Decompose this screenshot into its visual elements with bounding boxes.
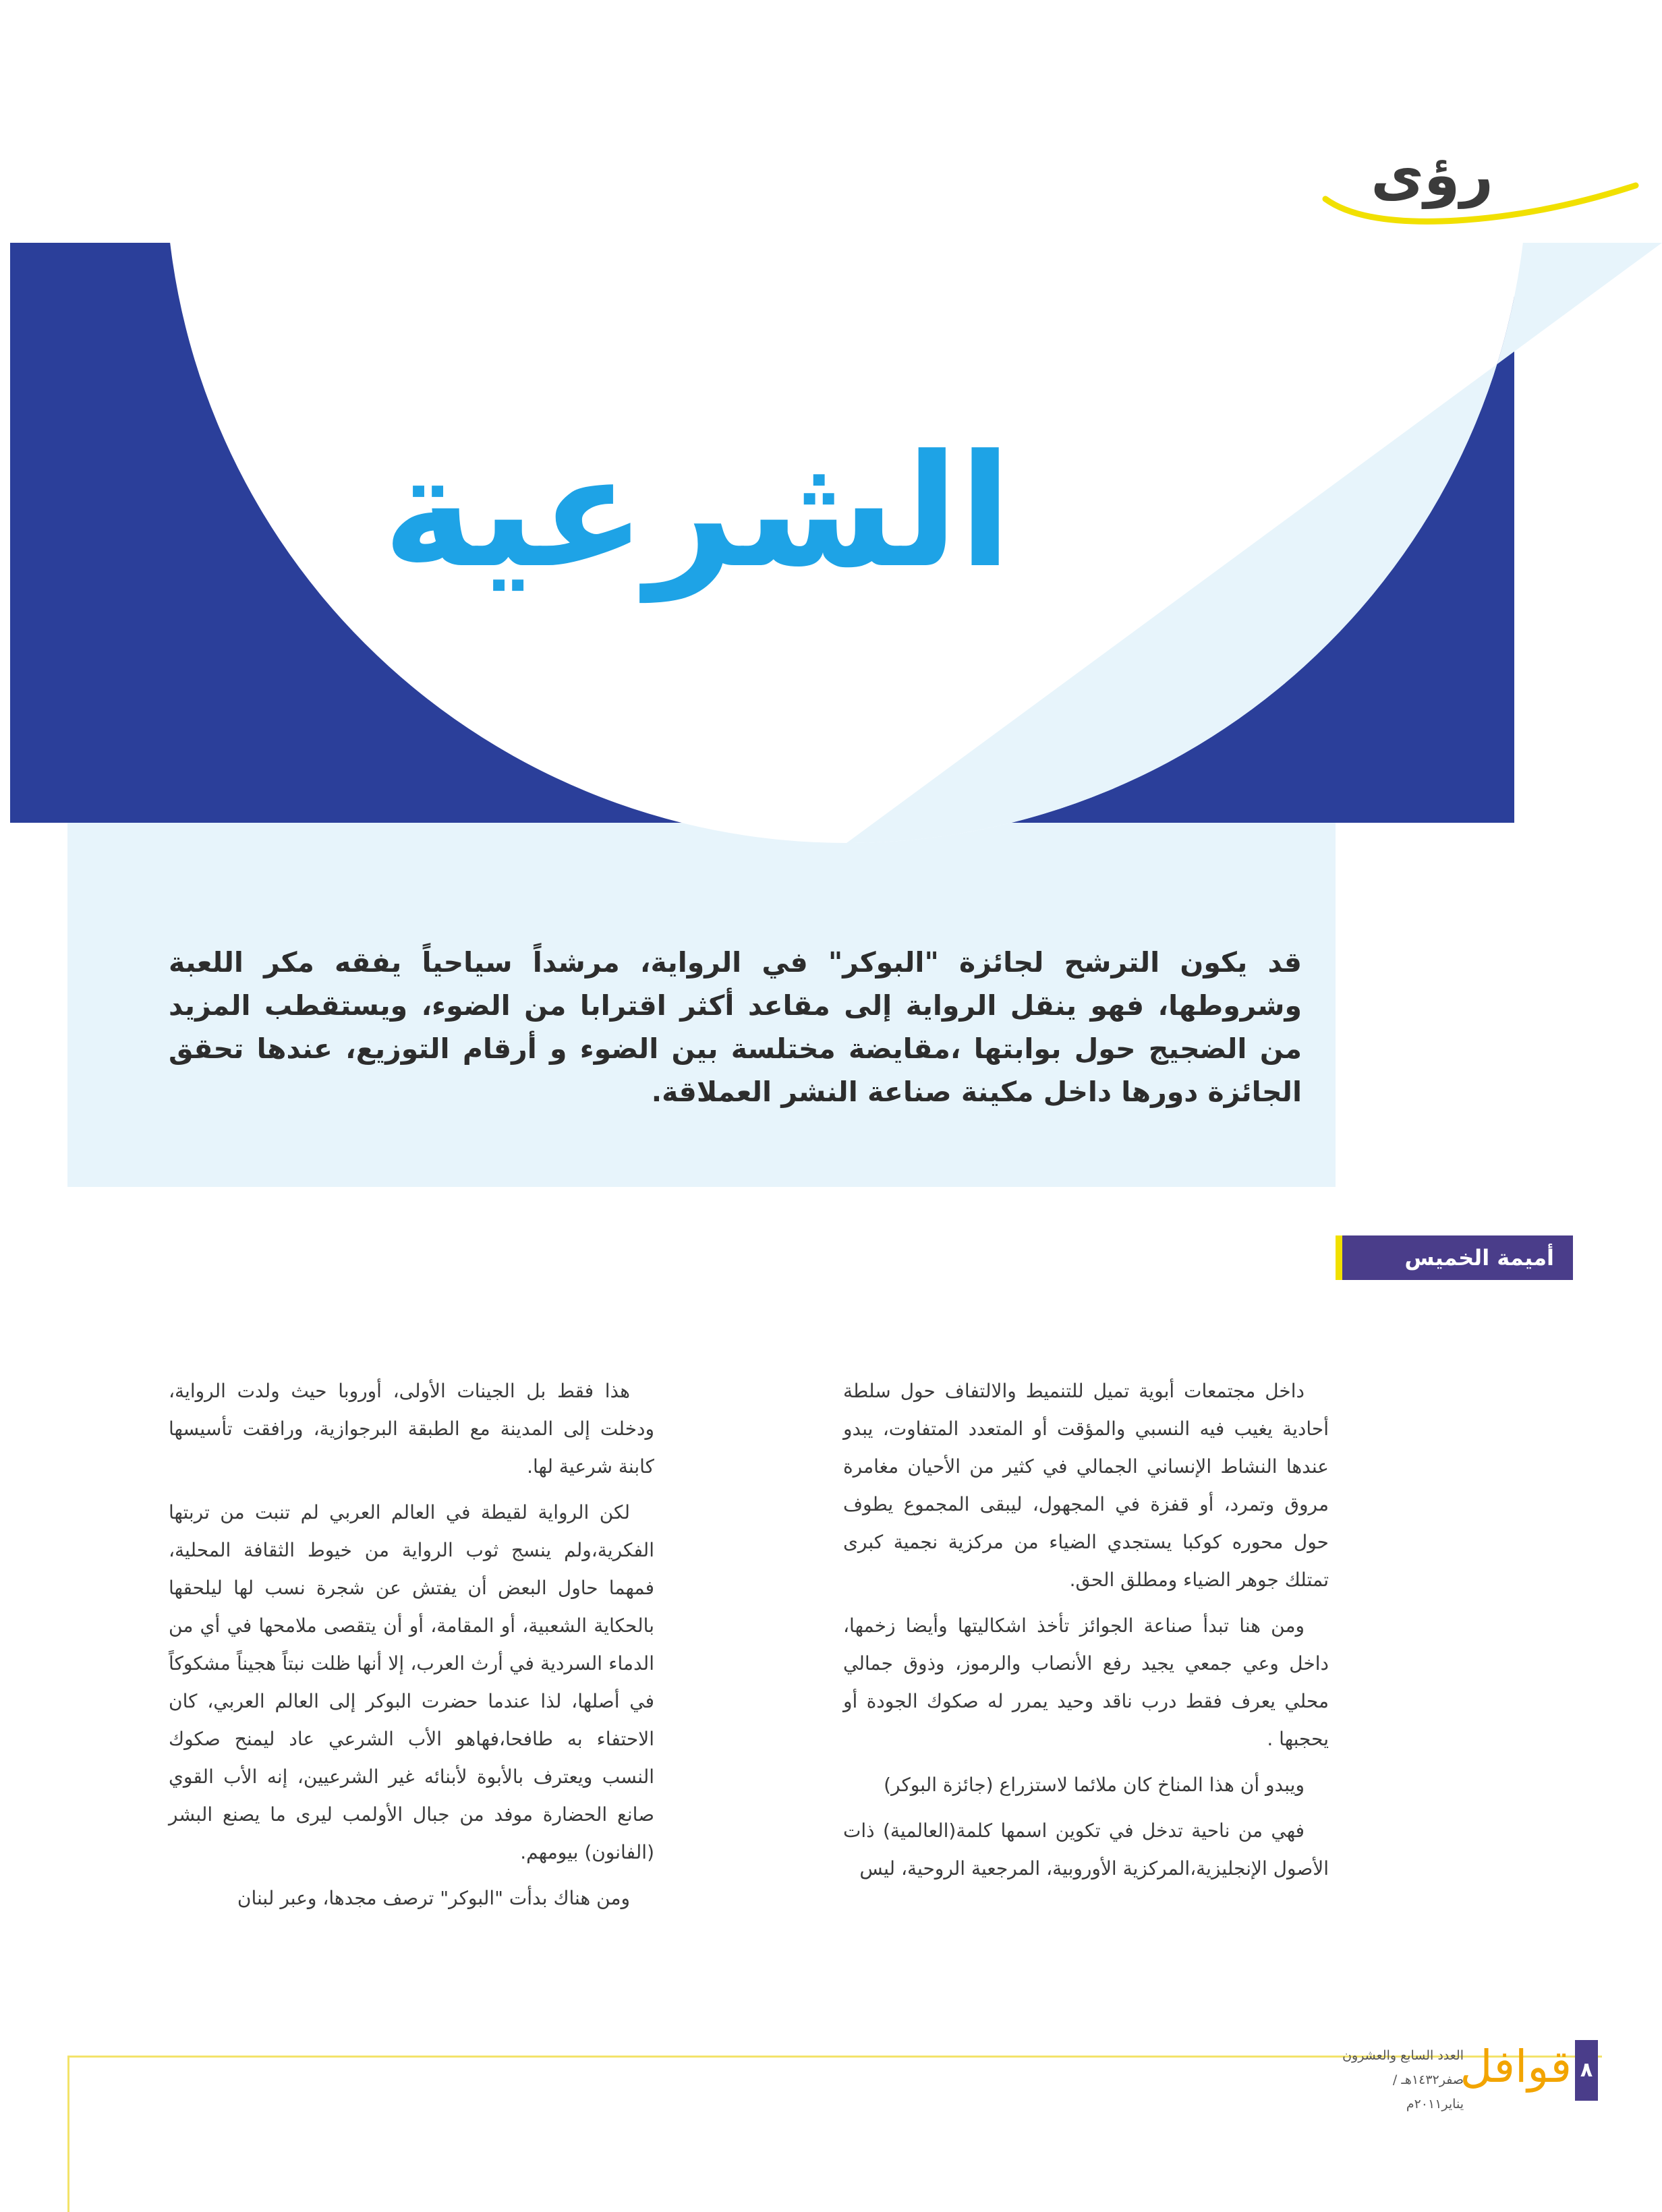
page-number: ٨ — [1575, 2040, 1598, 2101]
lead-paragraph: قد يكون الترشح لجائزة "البوكر" في الرواية، مرشداً سياحياً يفقه مكر اللعبة وشروطها، فهو ينقل الرواية إلى مقاعد أكثر اقترابا من الضوء، ويستقطب المزيد من الضجيج حول بوابتها ،مقايضة مختلسة بين الضوء و أرقام التوزيع، عندها تحقق الجائزة دورها داخل مكينة صناعة النشر العملاقة. — [169, 946, 1302, 1108]
issue-number: العدد السابع والعشرون — [1342, 2048, 1464, 2063]
paragraph: داخل مجتمعات أبوية تميل للتنميط والالتفاف حول سلطة أحادية يغيب فيه النسبي والمؤقت أو المتعدد المتفاوت، يبدو عندها النشاط الإنساني الجمالي في كثير من الأحيان مغامرة مروق وتمرد، أو قفزة في المجهول، ليبقى المجموع يطوف حول محوره كوكبا يستجدي الضياء من مركزية نجمية كبرى تمتلك جوهر الضياء ومطلق الحق. — [843, 1380, 1329, 1591]
paragraph: فهي من ناحية تدخل في تكوين اسمها كلمة(العالمية) ذات الأصول الإنجليزية،المركزية الأوروبية، المرجعية الروحية، ليس — [843, 1820, 1329, 1880]
section-underline-swoosh — [1322, 158, 1639, 233]
paragraph: لكن الرواية لقيطة في العالم العربي لم تنبت من تربتها الفكرية،ولم ينسج ثوب الرواية من خيوط الثقافة المحلية، فمهما حاول البعض أن يفتش عن شجرة نسب لها ليلحقها بالحكاية الشعبية، أو المقامة، أو أن يتقصى ملامحها في أي من الدماء السردية في أرث العرب، إلا أنها ظلت نبتاً هجيناً مشكوكاً في أصلها، لذا عندما حضرت البوكر إلى العالم العربي، كان الاحتفاء به طافحا،فهاهو الأب الشرعي عاد ليمنح صكوك النسب ويعترف بالأبوة لأبنائه غير الشرعيين، إنه الأب القوي صانع الحضارة موفد من جبال الأولمب ليرى ما يصنع البشر (الفانون) بيومهم. — [169, 1501, 654, 1863]
article-title: الشرعية — [382, 422, 1012, 602]
author-name: أميمة الخميس — [1336, 1235, 1573, 1280]
magazine-logo: قوافل — [1460, 2041, 1572, 2093]
article-column-right — [843, 1372, 1329, 2074]
article-column-left — [169, 1372, 654, 2074]
footer-rule-vertical — [67, 2056, 69, 2212]
paragraph: ومن هنا تبدأ صناعة الجوائز تأخذ اشكاليتها وأيضا زخمها، داخل وعي جمعي يجيد رفع الأنصاب والرموز، وذوق جمالي محلي يعرف فقط درب ناقد وحيد يمرر له صكوك الجودة أو يحجبها . — [843, 1614, 1329, 1750]
paragraph: ويبدو أن هذا المناخ كان ملائما لاستزراع (جائزة البوكر) — [884, 1774, 1305, 1796]
paragraph: هذا فقط بل الجينات الأولى، أوروبا حيث ولدت الرواية، ودخلت إلى المدينة مع الطبقة البرجوازية، ورافقت تأسيسها كابنة شرعية لها. — [169, 1380, 654, 1478]
section-tag: رؤى — [1371, 142, 1493, 209]
paragraph: ومن هناك بدأت "البوكر" ترصف مجدها، وعبر لبنان — [237, 1887, 630, 1909]
issue-date: صفر١٤٣٢هـ / يناير٢٠١١م — [1392, 2072, 1464, 2112]
